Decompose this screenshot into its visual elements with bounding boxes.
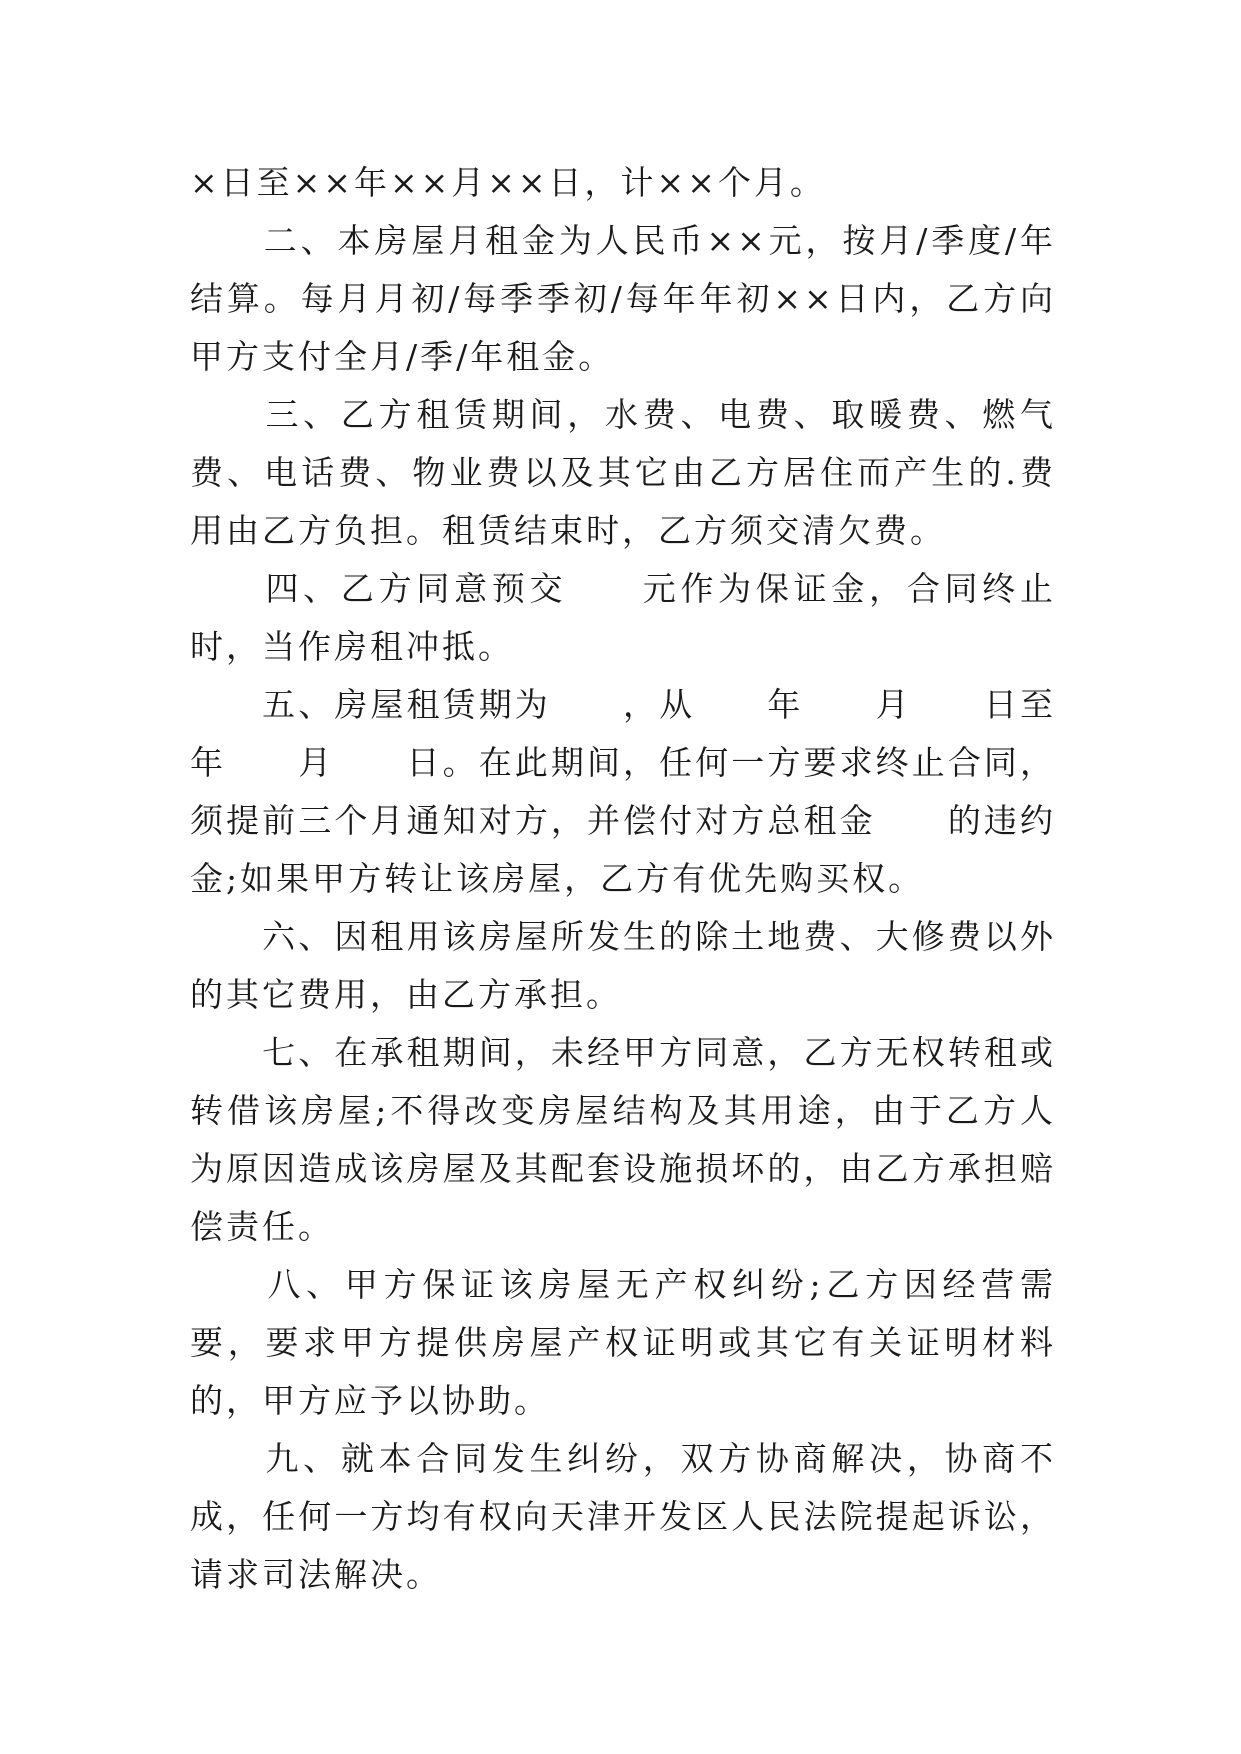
paragraph-clause-5-lease-term: 五、房屋租赁期为 ，从 年 月 日至 年 月 日。在此期间，任何一方要求终止合同，须提前三个月通知对方，并偿付对方总租金 的违约金;如果甲方转让该房屋，乙方有优先购买权。 <box>190 685 1128 898</box>
paragraph-clause-4-deposit: 四、乙方同意预交 元作为保证金，合同终止时，当作房租冲抵。 <box>190 569 1056 666</box>
paragraph-clause-7-sublease: 七、在承租期间，未经甲方同意，乙方无权转租或转借该房屋;不得改变房屋结构及其用途，由于乙方人为原因造成该房屋及其配套设施损坏的，由乙方承担赔偿责任。 <box>190 1033 1056 1246</box>
paragraph-term-end: ×日至××年××月××日，计××个月。 <box>190 163 826 202</box>
paragraph-clause-9-disputes: 九、就本合同发生纠纷，双方协商解决，协商不成，任何一方均有权向天津开发区人民法院提起诉讼，请求司法解决。 <box>190 1439 1056 1594</box>
paragraph-clause-2-rent: 二、本房屋月租金为人民币××元，按月/季度/年结算。每月月初/每季季初/每年年初××日内，乙方向甲方支付全月/季/年租金。 <box>190 221 1056 376</box>
paragraph-clause-3-utilities: 三、乙方租赁期间，水费、电费、取暖费、燃气费、电话费、物业费以及其它由乙方居住而产生的.费用由乙方负担。租赁结束时，乙方须交清欠费。 <box>190 395 1056 550</box>
paragraph-clause-8-ownership: 八、甲方保证该房屋无产权纠纷;乙方因经营需要，要求甲方提供房屋产权证明或其它有关证明材料的，甲方应予以协助。 <box>190 1265 1056 1420</box>
paragraph-clause-6-other-costs: 六、因租用该房屋所发生的除土地费、大修费以外的其它费用，由乙方承担。 <box>190 917 1056 1014</box>
contract-body <box>190 154 1128 1604</box>
